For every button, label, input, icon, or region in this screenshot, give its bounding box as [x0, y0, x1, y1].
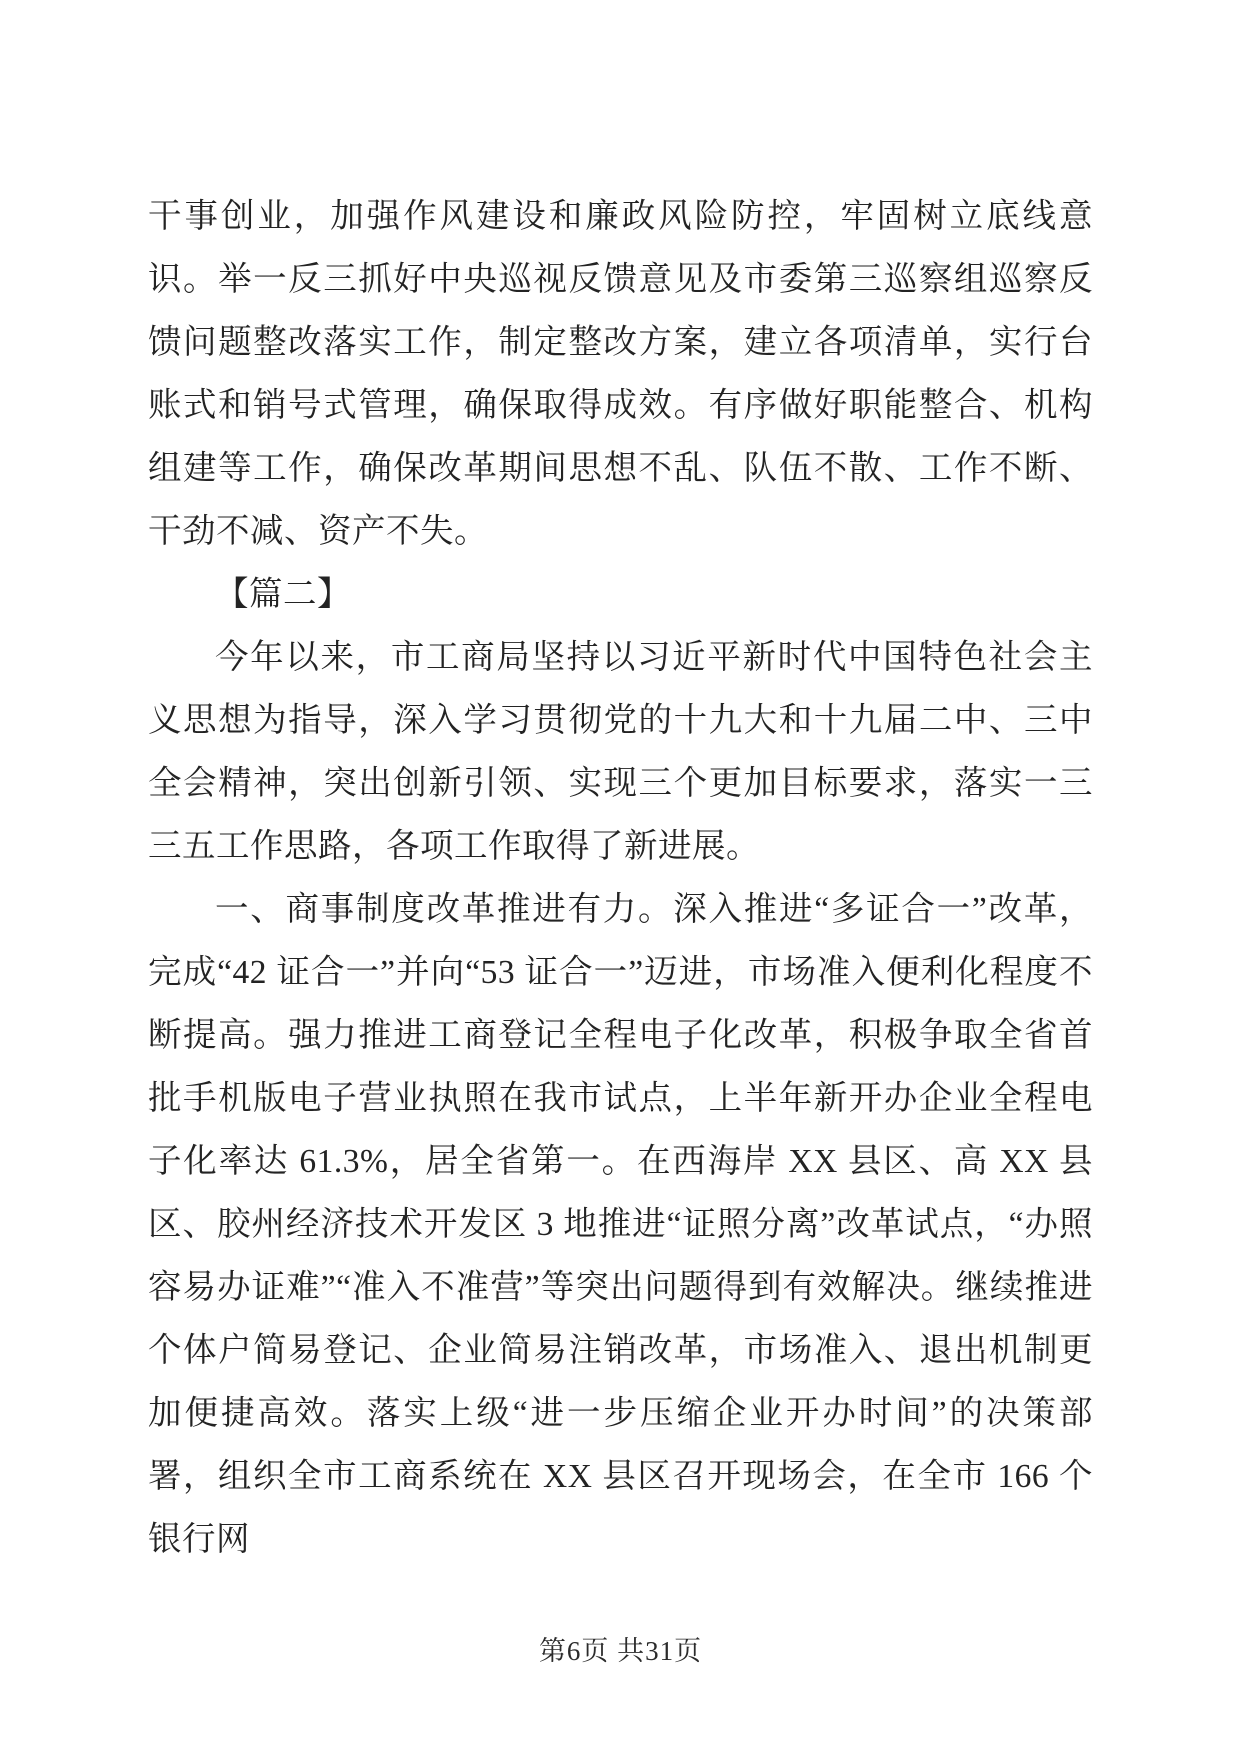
page-number-text: 第6页 共31页 — [538, 1636, 703, 1666]
paragraph-overview: 今年以来，市工商局坚持以习近平新时代中国特色社会主义思想为指导，深入学习贯彻党的十九大和十九届二中、三中全会精神，突出创新引领、实现三个更加目标要求，落实一三三五工作思路，各项工作取得了新进展。 — [148, 639, 1093, 865]
page-footer — [0, 1629, 1241, 1668]
paragraph-continuation: 干事创业，加强作风建设和廉政风险防控，牢固树立底线意识。举一反三抓好中央巡视反馈意见及市委第三巡察组巡察反馈问题整改落实工作，制定整改方案，建立各项清单，实行台账式和销号式管理，确保取得成效。有序做好职能整合、机构组建等工作，确保改革期间思想不乱、队伍不散、工作不断、干劲不减、资产不失。 — [148, 198, 1093, 550]
section-label-pian-er: 【篇二】 — [215, 576, 351, 613]
paragraph-item-one: 一、商事制度改革推进有力。深入推进“多证合一”改革，完成“42 证合一”并向“53 证合一”迈进，市场准入便利化程度不断提高。强力推进工商登记全程电子化改革，积极争取全省首批手机版电子营业执照在我市试点，上半年新开办企业全程电子化率达 61.3%，居全省第一。在西海岸 XX 县区、高 XX 县区、胶州经济技术开发区 3 地推进“证照分离”改革试点，“办照容易办证难”“准入不准营”等突出问题得到有效解决。继续推进个体户简易登记、企业简易注销改革，市场准入、退出机制更加便捷高效。落实上级“进一步压缩企业开办时间”的决策部署，组织全市工商系统在 XX 县区召开现场会，在全市 166 个银行网 — [148, 891, 1093, 1558]
document-body — [148, 185, 1093, 1571]
